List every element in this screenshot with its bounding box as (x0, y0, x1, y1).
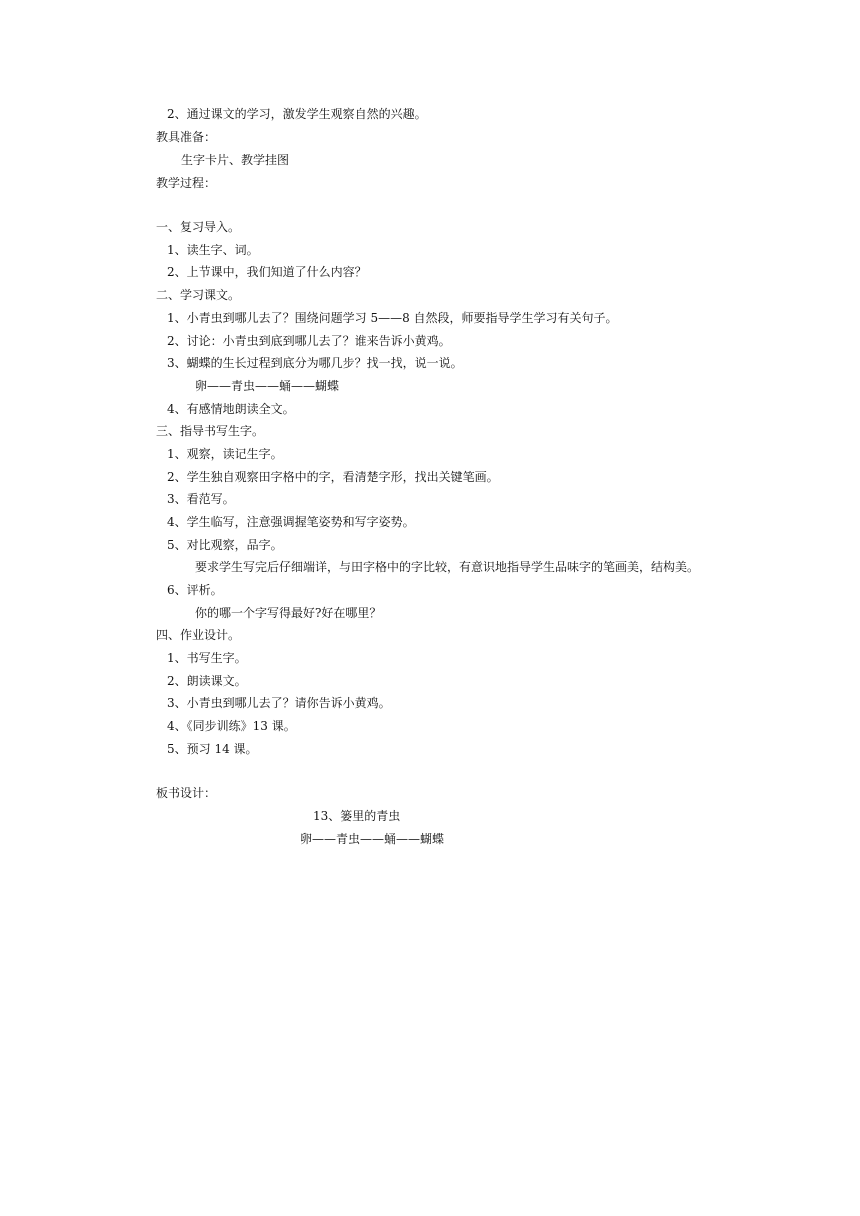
section-3-question: 你的哪一个字写得最好?好在哪里？ (195, 606, 382, 620)
section-3-item: 3、看范写。 (167, 492, 235, 506)
section-3-item: 2、学生独自观察田字格中的字，看清楚字形，找出关键笔画。 (167, 470, 499, 484)
process-heading: 教学过程： (156, 176, 217, 190)
board-title: 13、篓里的青虫 (313, 809, 401, 823)
materials-text: 生字卡片、教学挂图 (181, 153, 290, 167)
board-stages: 卵——青虫——蛹——蝴蝶 (300, 832, 445, 846)
section-2-item: 1、小青虫到哪儿去了？围绕问题学习 5——8 自然段，师要指导学生学习有关句子。 (167, 311, 618, 325)
section-4-item: 1、书写生字。 (167, 651, 247, 665)
section-3-item: 1、观察，读记生字。 (167, 447, 283, 461)
section-3-note: 要求学生写完后仔细端详，与田字格中的字比较，有意识地指导学生品味字的笔画美，结构美。 (195, 560, 700, 574)
section-3-item: 4、学生临写，注意强调握笔姿势和写字姿势。 (167, 515, 415, 529)
section-1-heading: 一、复习导入。 (156, 220, 241, 234)
board-heading: 板书设计： (156, 786, 217, 800)
section-2-item: 2、讨论：小青虫到底到哪儿去了？谁来告诉小黄鸡。 (167, 334, 451, 348)
section-2-stages: 卵——青虫——蛹——蝴蝶 (195, 379, 340, 393)
section-1-item: 2、上节课中，我们知道了什么内容？ (167, 265, 367, 279)
section-1-item: 1、读生字、词。 (167, 243, 259, 257)
section-4-item: 3、小青虫到哪儿去了？请你告诉小黄鸡。 (167, 696, 391, 710)
section-2-heading: 二、学习课文。 (156, 288, 241, 302)
objective-2: 2、通过课文的学习，激发学生观察自然的兴趣。 (167, 107, 427, 121)
section-3-item: 6、评析。 (167, 583, 223, 597)
section-4-item: 2、朗读课文。 (167, 674, 247, 688)
section-2-item: 3、蝴蝶的生长过程到底分为哪几步？找一找，说一说。 (167, 356, 463, 370)
section-4-item: 4、《同步训练》13 课。 (167, 719, 296, 733)
section-4-item: 5、预习 14 课。 (167, 742, 258, 756)
section-3-item: 5、对比观察，品字。 (167, 538, 283, 552)
section-3-heading: 三、指导书写生字。 (156, 424, 265, 438)
materials-heading: 教具准备： (156, 130, 217, 144)
section-4-heading: 四、作业设计。 (156, 628, 241, 642)
section-2-item: 4、有感情地朗读全文。 (167, 402, 295, 416)
